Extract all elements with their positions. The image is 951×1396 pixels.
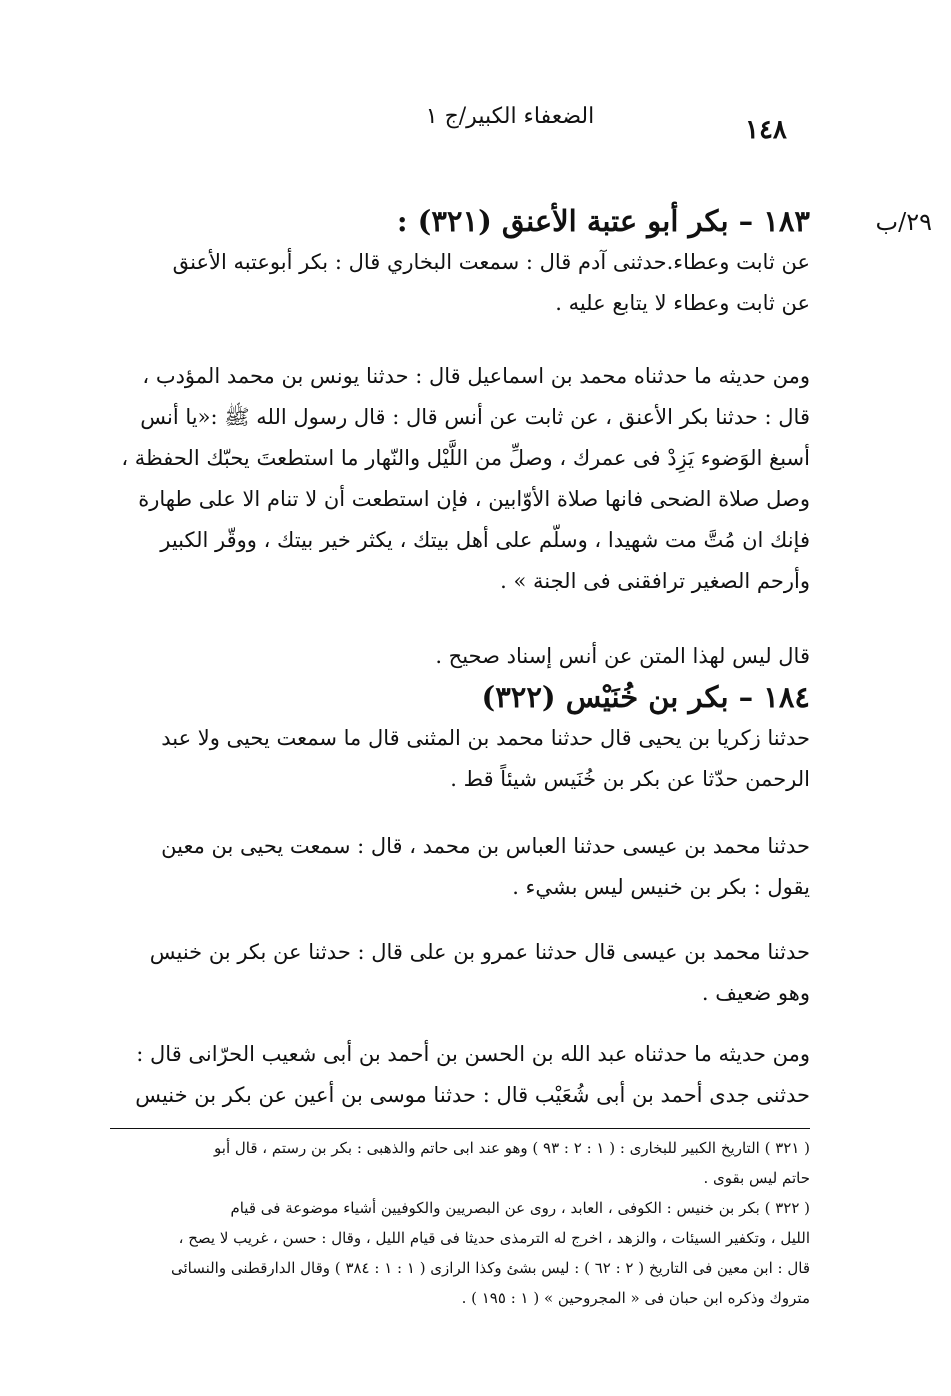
footnote-line: قال : ابن معين فى التاريخ ( ٢ : ٦٢ ) : ليس بشئ وكذا الرازى ( ١ : ١ : ٣٨٤ ) وقال الدارقطنى والنسائى: [170, 1259, 810, 1277]
text-line: أسبغ الوَضوء يَزِدْ فى عمرك ، وصلِّ من اللَّيْل والنّهار ما استطعتَ يحبّك الحفظة ،: [121, 446, 810, 470]
entry-184-paragraph-3: [110, 932, 810, 1014]
entry-183-paragraph-1: [110, 242, 810, 324]
entry-184-paragraph-4: [110, 1034, 810, 1116]
text-line: حدثنا زكريا بن يحيى قال حدثنا محمد بن المثنى قال ما سمعت يحيى ولا عبد: [161, 726, 810, 750]
entry-184-title: ١٨٤ – بكر بن خُنَيْس (٣٢٢): [481, 680, 810, 714]
text-line: وصل صلاة الضحى فانها صلاة الأوّابين ، فإن استطعت أن لا تنام الا على طهارة: [138, 487, 810, 511]
manuscript-folio-note: ٢٩/ب: [875, 208, 932, 236]
footnote-line: ( ٣٢٢ ) بكر بن خنيس : الكوفى ، العابد ، روى عن البصريين والكوفيين أشياء موضوعة فى قيام: [230, 1199, 810, 1217]
entry-183-hadith: [110, 356, 810, 602]
text-line: ومن حديثه ما حدثناه محمد بن اسماعيل قال : حدثنا يونس بن محمد المؤدب ،: [142, 364, 810, 388]
entry-184: [110, 676, 810, 800]
text-line: قال ليس لهذا المتن عن أنس إسناد صحيح .: [435, 644, 810, 668]
entry-184-paragraph-1: [110, 718, 810, 800]
text-line: حدثنا محمد بن عيسى قال حدثنا عمرو بن على قال : حدثنا عن بكر بن خنيس: [149, 940, 810, 964]
page-number: ١٤٨: [745, 115, 787, 145]
footnote-line: حاتم ليس بقوى .: [703, 1169, 810, 1187]
text-line: يقول : بكر بن خنيس ليس بشيء .: [512, 875, 810, 899]
text-line: حدثنى جدى أحمد بن أبى شُعَيْب قال : حدثنا موسى بن أعين عن بكر بن خنيس: [135, 1083, 810, 1107]
text-line: فإنك ان مُتَّ مت شهيدا ، وسلّم على أهل بيتك ، يكثر خير بيتك ، ووقّر الكبير: [160, 528, 810, 552]
text-line: الرحمن حدّثا عن بكر بن خُنَيس شيئاً قط .: [450, 767, 810, 791]
running-header: الضعفاء الكبير/ج ١: [425, 104, 595, 129]
entry-183-title: ١٨٣ – بكر أبو عتبة الأعنق (٣٢١) :: [396, 204, 810, 238]
text-line: عن ثابت وعطاء لا يتابع عليه .: [555, 291, 810, 315]
footnote-line: ( ٣٢١ ) التاريخ الكبير للبخارى : ( ١ : ٢ : ٩٣ ) وهو عند ابى حاتم والذهبى : بكر بن رستم ، قال أبو: [214, 1139, 810, 1157]
entry-183-verdict: [110, 636, 810, 677]
entry-183: [110, 200, 810, 324]
text-line: وهو ضعيف .: [701, 981, 810, 1005]
footnote-divider: [110, 1128, 810, 1129]
text-line: قال : حدثنا بكر الأعنق ، عن ثابت عن أنس قال : قال رسول الله ﷺ :«يا أنس: [140, 405, 810, 429]
footnotes: [110, 1133, 810, 1313]
text-line: ومن حديثه ما حدثناه عبد الله بن الحسن بن أحمد بن أبى شعيب الحرّانى قال :: [136, 1042, 810, 1066]
text-line: وأرحم الصغير ترافقنى فى الجنة » .: [500, 569, 810, 593]
entry-183-paragraph-2: [110, 356, 810, 602]
footnote-line: الليل ، وتكفير السيئات ، والزهد ، اخرج له الترمذى حديثا فى قيام الليل ، وقال : حسن ، غريب لا يصح ،: [178, 1229, 810, 1247]
text-line: حدثنا محمد بن عيسى حدثنا العباس بن محمد ، قال : سمعت يحيى بن معين: [161, 834, 810, 858]
footnote-line: متروك وذكره ابن حبان فى « المجروحين » ( ١ : ١٩٥ ) .: [461, 1289, 810, 1307]
text-line: عن ثابت وعطاء.حدثنى آدم قال : سمعت البخاري قال : بكر أبوعتبه الأعنق: [172, 250, 810, 274]
footnote-322: [110, 1193, 810, 1313]
entry-184-paragraph-2: [110, 826, 810, 908]
footnote-321: [110, 1133, 810, 1193]
